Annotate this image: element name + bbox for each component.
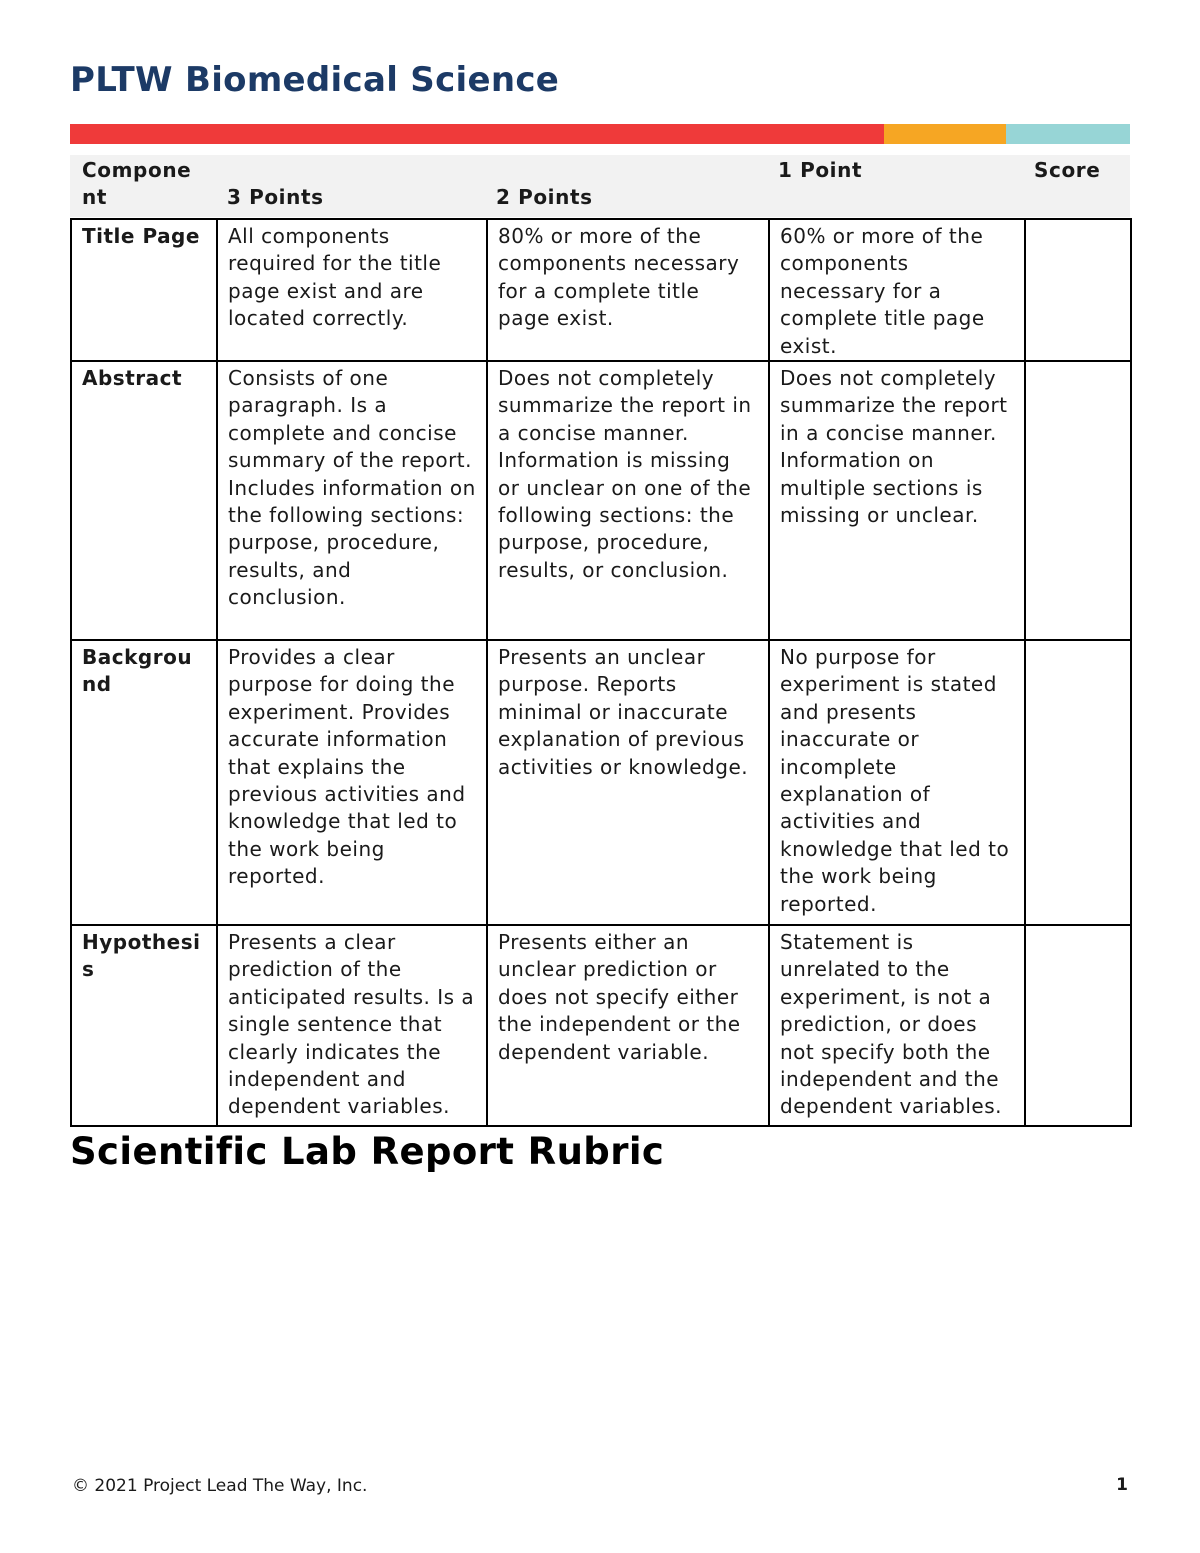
page-number: 1 [1116,1475,1128,1495]
score-cell[interactable] [1025,219,1131,361]
column-header-1-point: 1 Point [778,158,863,182]
cell-3-points: Consists of one paragraph. Is a complete and concise summary of the report. Includes information on the following sections: purpose, procedure, results, and conclusion. [217,361,487,640]
table-row [71,361,1131,640]
cell-2-points: Presents either an unclear prediction or does not specify either the independent or the dependent variable. [487,925,769,1126]
column-header-score: Score [1034,158,1101,182]
cell-2-points: 80% or more of the components necessary for a complete title page exist. [487,219,769,361]
table-row [71,925,1131,1126]
column-header-3-points: 3 Points [227,185,324,209]
row-component-hypothesis: Hypothesi s [71,925,217,1126]
row-component-title-page: Title Page [71,219,217,361]
cell-1-point: Statement is unrelated to the experiment, is not a prediction, or does not specify both the independent and the dependent variables. [769,925,1025,1126]
cell-3-points: Presents a clear prediction of the anticipated results. Is a single sentence that clearly indicates the independent and dependent variables. [217,925,487,1126]
column-header-component: Compone nt [82,158,192,209]
footer-copyright: © 2021 Project Lead The Way, Inc. [72,1476,368,1496]
row-component-abstract: Abstract [71,361,217,640]
column-header-2-points: 2 Points [496,185,593,209]
cell-1-point: Does not completely summarize the report in a concise manner. Information on multiple sections is missing or unclear. [769,361,1025,640]
score-cell[interactable] [1025,640,1131,925]
page-header-title: PLTW Biomedical Science [70,60,560,100]
color-bar-teal-segment [1006,124,1130,144]
cell-2-points: Does not completely summarize the report in a concise manner. Information is missing or unclear on one of the following sections: the purpose, procedure, results, or conclusion. [487,361,769,640]
color-bar-red-segment [70,124,884,144]
rubric-table [70,218,1132,1127]
row-component-background: Backgrou nd [71,640,217,925]
table-row [71,219,1131,361]
cell-1-point: No purpose for experiment is stated and presents inaccurate or incomplete explanation of activities and knowledge that led to the work being reported. [769,640,1025,925]
rubric-header-row [70,155,1130,217]
color-bar-orange-segment [884,124,1006,144]
score-cell[interactable] [1025,361,1131,640]
score-cell[interactable] [1025,925,1131,1126]
brand-color-bar [70,124,1130,144]
document-title: Scientific Lab Report Rubric [70,1130,665,1173]
cell-2-points: Presents an unclear purpose. Reports minimal or inaccurate explanation of previous activities or knowledge. [487,640,769,925]
cell-1-point: 60% or more of the components necessary for a complete title page exist. [769,219,1025,361]
cell-3-points: All components required for the title page exist and are located correctly. [217,219,487,361]
table-row [71,640,1131,925]
cell-3-points: Provides a clear purpose for doing the experiment. Provides accurate information that explains the previous activities and knowledge that led to the work being reported. [217,640,487,925]
